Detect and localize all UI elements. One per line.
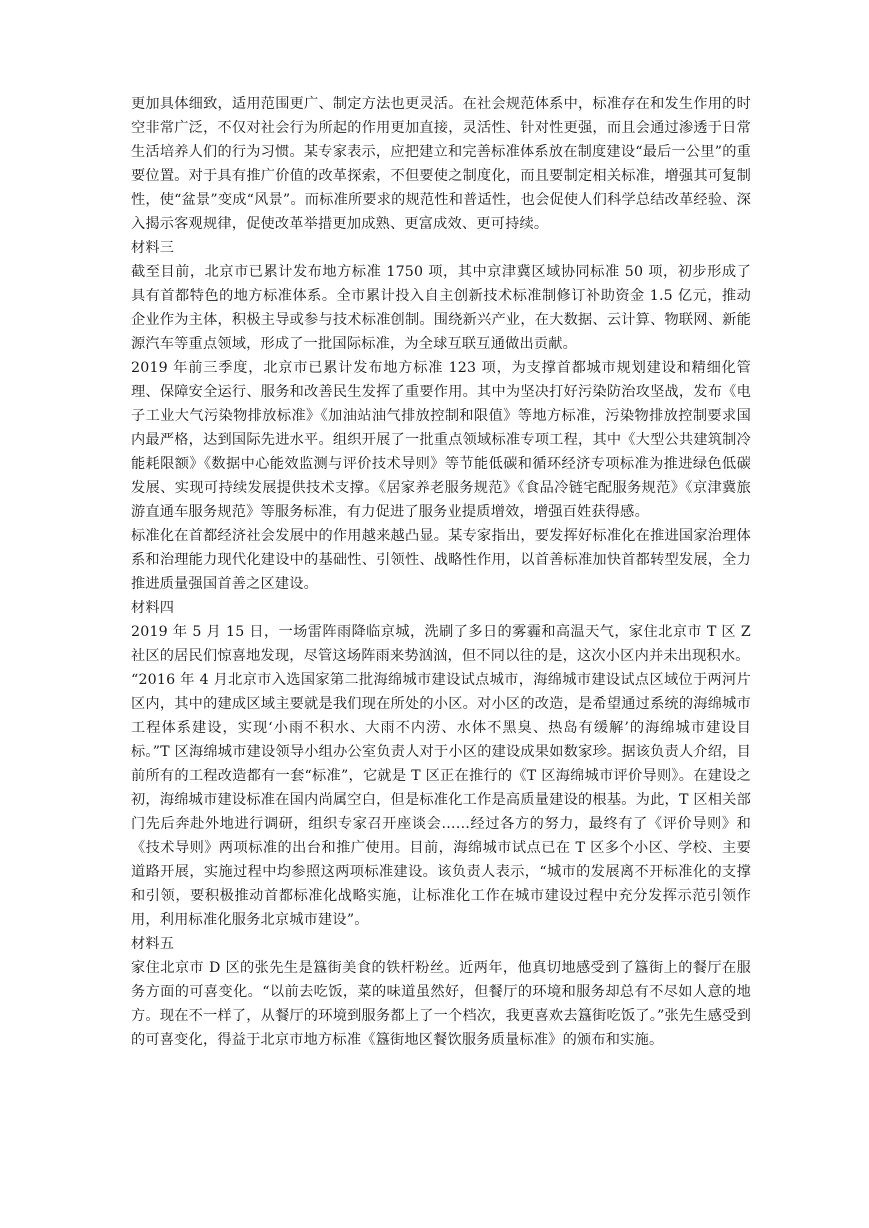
paragraph-expert-opinion: 标准化在首都经济社会发展中的作用越来越凸显。某专家指出，要发挥好标准化在推进国家治理体系和治理能力现代化建设中的基础性、引领性、战略性作用，以首善标准加快首都转型发展，全力推进质量强国首善之区建设。	[131, 528, 751, 592]
paragraph-sponge-city: “2016 年 4 月北京市入选国家第二批海绵城市建设试点城市，海绵城市建设试点区域位于两河片区内，其中的建成区域主要就是我们现在所处的小区。对小区的改造，是希望通过系统的海绵城市工程体系建设，实现‘小雨不积水、大雨不内涝、水体不黑臭、热岛有缓解’的海绵城市建设目标。”T 区海绵城市建设领导小组办公室负责人对于小区的建设成果如数家珍。据该负责人介绍，目前所有的工程改造都有一套“标准”，它就是 T 区正在推行的《T 区海绵城市评价导则》。在建设之初，海绵城市建设标准在国内尚属空白，但是标准化工作是高质量建设的根基。为此，T 区相关部门先后奔赴外地进行调研，组织专家召开座谈会……经过各方的努力，最终有了《评价导则》和《技术导则》两项标准的出台和推广使用。目前，海绵城市试点已在 T 区多个小区、学校、主要道路开展，实施过程中均参照这两项标准建设。该负责人表示，“城市的发展离不开标准化的支撑和引领，要积极推动首都标准化战略实施，让标准化工作在城市建设过程中充分发挥示范引领作用，利用标准化服务北京城市建设”。	[131, 672, 751, 928]
document-page	[131, 92, 751, 1052]
section-heading-material-5: 材料五	[131, 936, 175, 952]
section-heading-material-3: 材料三	[131, 240, 175, 256]
paragraph-beijing-standards: 截至目前，北京市已累计发布地方标准 1750 项，其中京津冀区域协同标准 50 项，初步形成了具有首都特色的地方标准体系。全市累计投入自主创新技术标准制修订补助资金 1.5 亿元，推动企业作为主体，积极主导或参与技术标准创制。围绕新兴产业，在大数据、云计算、物联网、新能源汽车等重点领域，形成了一批国际标准，为全球互联互通做出贡献。	[131, 264, 751, 352]
paragraph-standards-intro: 更加具体细致，适用范围更广、制定方法也更灵活。在社会规范体系中，标准存在和发生作用的时空非常广泛，不仅对社会行为所起的作用更加直接，灵活性、针对性更强，而且会通过渗透于日常生活培养人们的行为习惯。某专家表示，应把建立和完善标准体系放在制度建设“最后一公里”的重要位置。对于具有推广价值的改革探索，不但要使之制度化，而且要制定相关标准，增强其可复制性，使“盆景”变成“风景”。而标准所要求的规范性和普适性，也会促使人们科学总结改革经验、深入揭示客观规律，促使改革举措更加成熟、更富成效、更可持续。	[131, 96, 751, 232]
section-heading-material-4: 材料四	[131, 600, 175, 616]
paragraph-2019-standards: 2019 年前三季度，北京市已累计发布地方标准 123 项，为支撑首都城市规划建设和精细化管理、保障安全运行、服务和改善民生发挥了重要作用。其中为坚决打好污染防治攻坚战，发布《电子工业大气污染物排放标准》《加油站油气排放控制和限值》等地方标准，污染物排放控制要求国内最严格，达到国际先进水平。组织开展了一批重点领域标准专项工程，其中《大型公共建筑制冷能耗限额》《数据中心能效监测与评价技术导则》等节能低碳和循环经济专项标准为推进绿色低碳发展、实现可持续发展提供技术支撑。《居家养老服务规范》《食品冷链宅配服务规范》《京津冀旅游直通车服务规范》等服务标准，有力促进了服务业提质增效，增强百姓获得感。	[131, 360, 751, 520]
paragraph-rainstorm: 2019 年 5 月 15 日，一场雷阵雨降临京城，洗刷了多日的雾霾和高温天气，家住北京市 T 区 Z 社区的居民们惊喜地发现，尽管这场阵雨来势汹汹，但不同以往的是，这次小区内并未出现积水。	[131, 624, 751, 664]
paragraph-guijie-dining: 家住北京市 D 区的张先生是簋街美食的铁杆粉丝。近两年，他真切地感受到了簋街上的餐厅在服务方面的可喜变化。“以前去吃饭，菜的味道虽然好，但餐厅的环境和服务却总有不尽如人意的地方。现在不一样了，从餐厅的环境到服务都上了一个档次，我更喜欢去簋街吃饭了。”张先生感受到的可喜变化，得益于北京市地方标准《簋街地区餐饮服务质量标准》的颁布和实施。	[131, 960, 751, 1048]
